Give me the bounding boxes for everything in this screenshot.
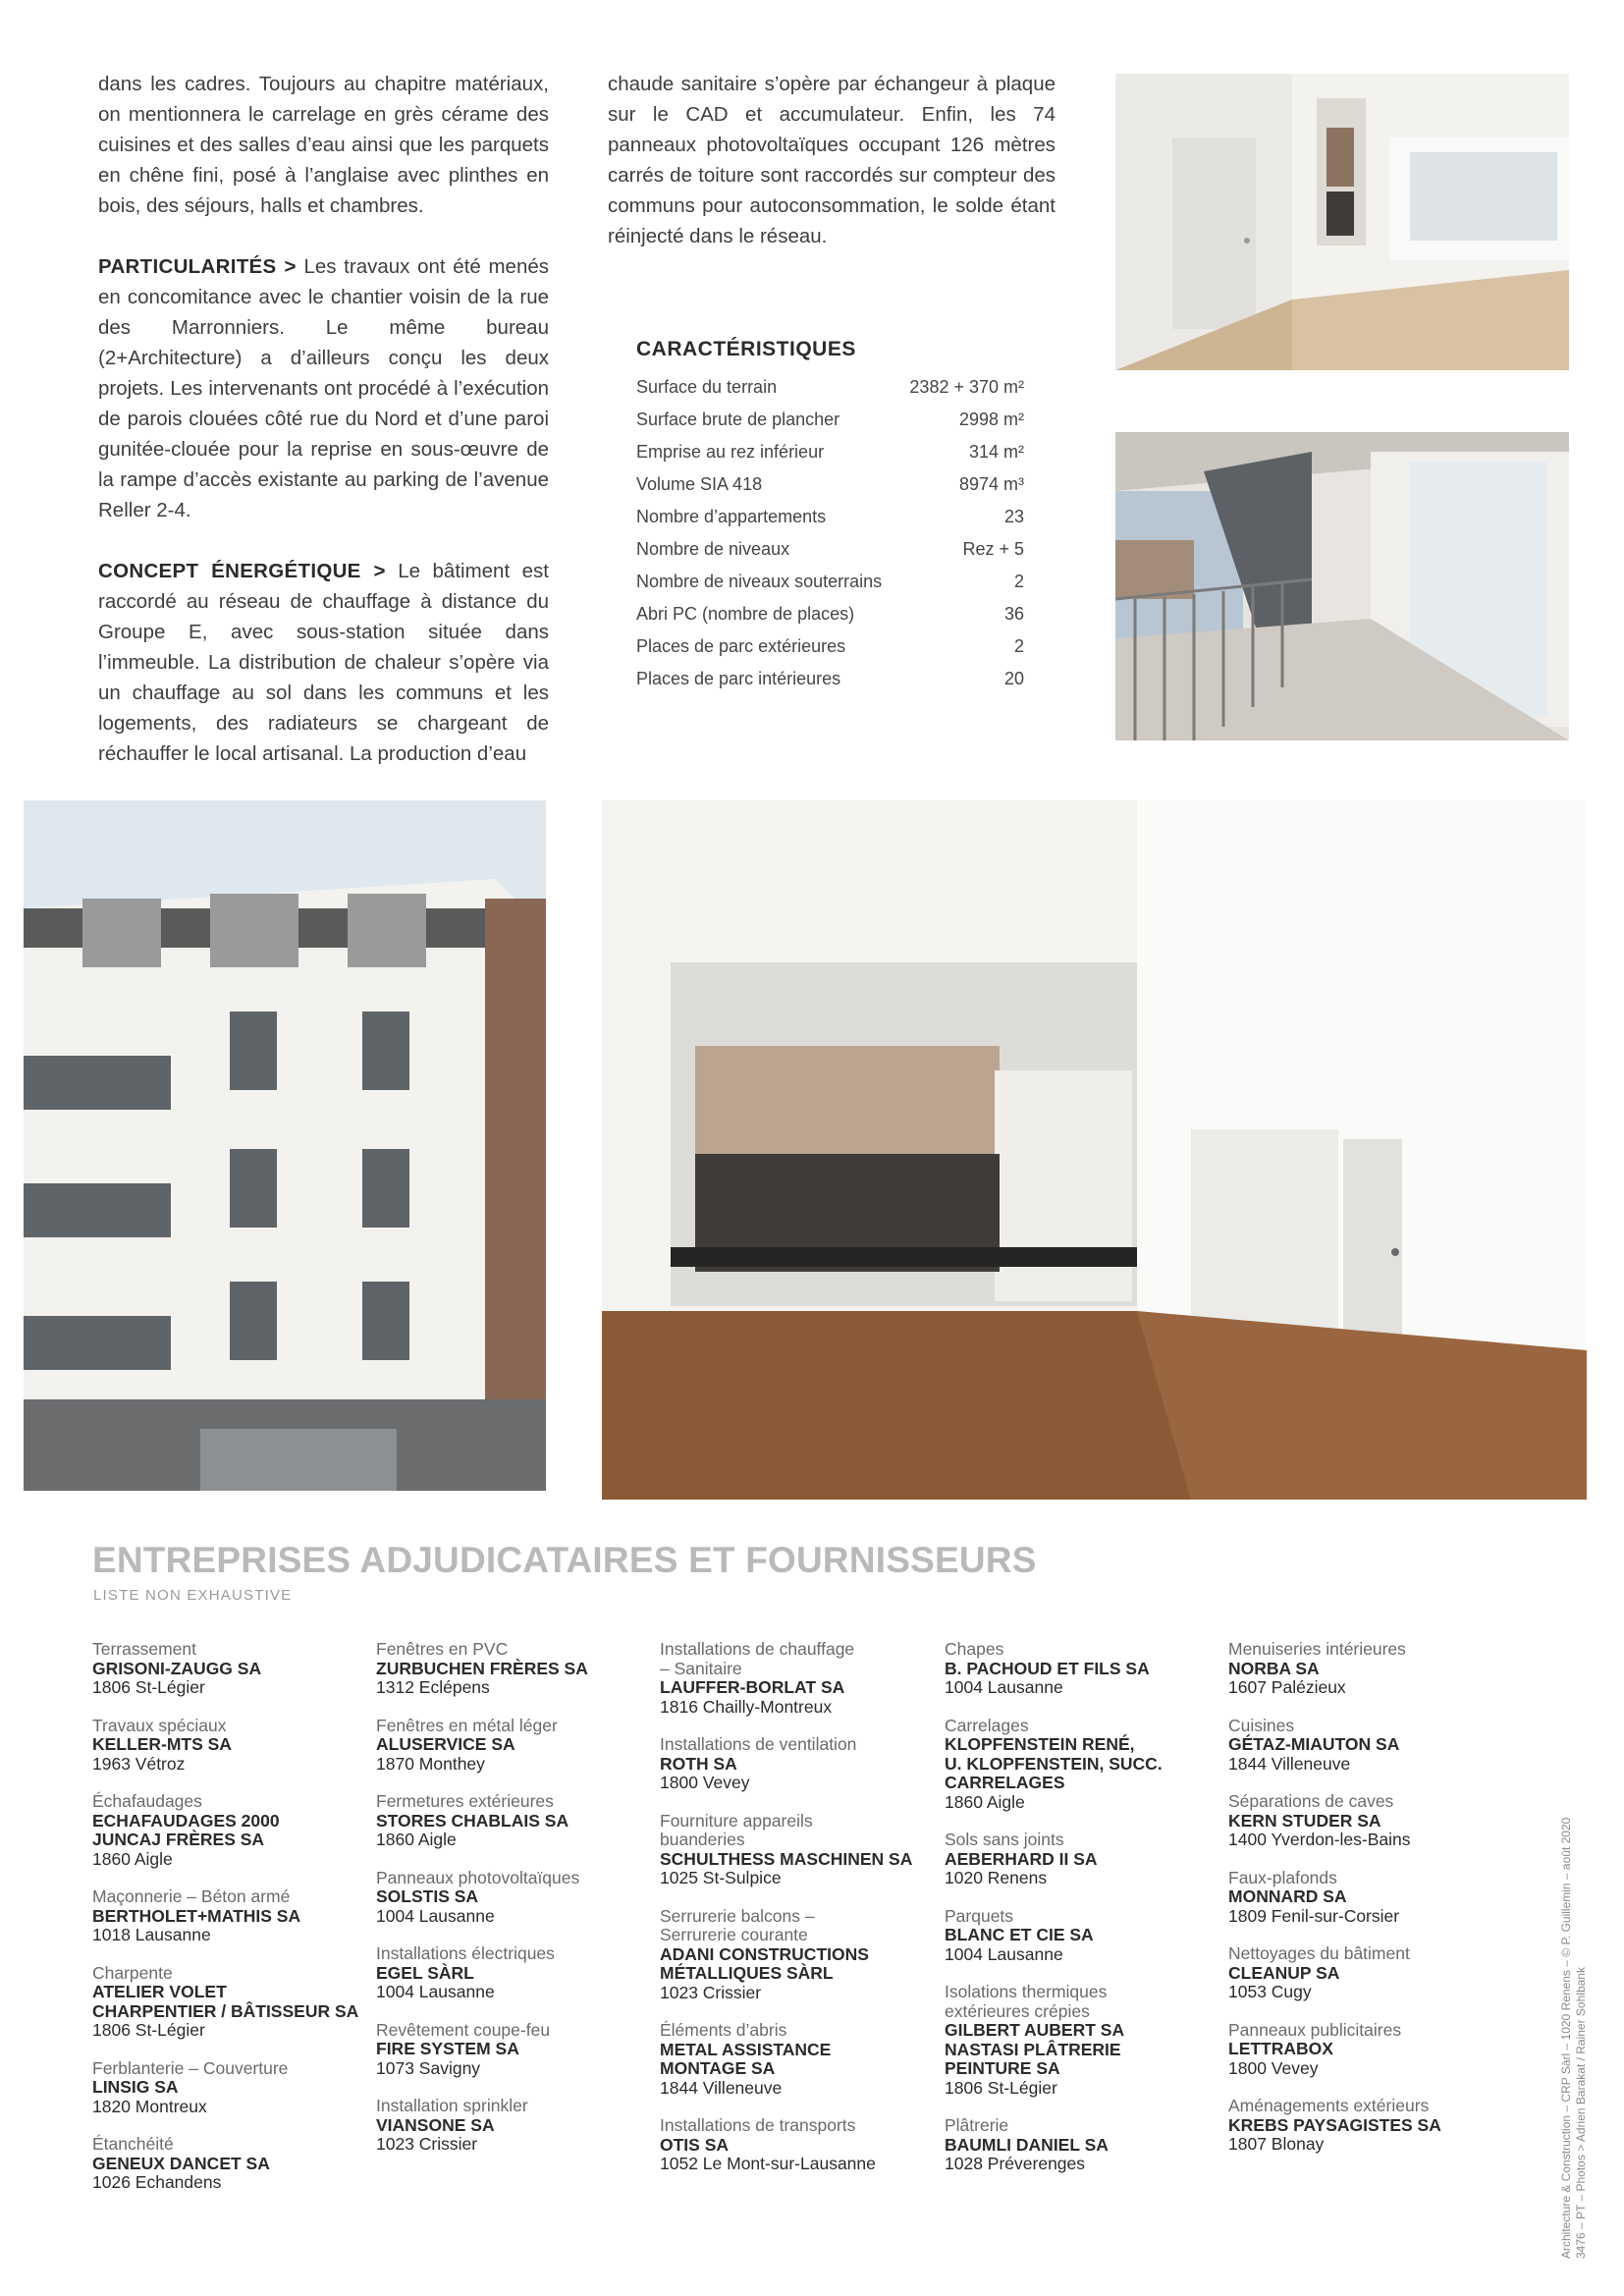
intro-paragraph-concept	[98, 556, 549, 769]
supplier-name: GÉTAZ-MIAUTON SA	[1228, 1734, 1400, 1754]
supplier-name: EGEL SÀRL	[376, 1962, 474, 1983]
supplier-city: 1004 Lausanne	[945, 1943, 1063, 1964]
supplier-trade: Revêtement coupe-feu	[376, 2019, 551, 2040]
supplier-name: KERN STUDER SA	[1228, 1810, 1381, 1831]
supplier-entry	[1228, 1944, 1508, 2002]
characteristics-row	[636, 501, 1024, 533]
characteristics-label: Places de parc extérieures	[636, 636, 846, 656]
characteristics-row	[636, 371, 1024, 404]
characteristics-value: 2	[1013, 572, 1024, 591]
characteristics-value: 20	[1003, 669, 1024, 688]
supplier-entry	[1228, 2021, 1508, 2079]
supplier-city: 1053 Cugy	[1228, 1982, 1312, 2001]
supplier-city: 1073 Savigny	[376, 2057, 481, 2078]
supplier-city: 1018 Lausanne	[92, 1925, 211, 1944]
supplier-trade: Installations électriques	[376, 1943, 555, 1963]
supplier-entry	[376, 2021, 656, 2079]
photo-balcony	[1115, 432, 1569, 740]
intro-column-2	[608, 69, 1056, 282]
supplier-city: 1860 Aigle	[92, 1848, 173, 1869]
supplier-name: NORBA SA	[1228, 1658, 1320, 1678]
particularites-label: PARTICULARITÉS >	[98, 255, 297, 278]
characteristics-row	[636, 404, 1024, 436]
supplier-trade: Installations de transports	[660, 2115, 856, 2135]
characteristics-label: Abri PC (nombre de places)	[636, 604, 855, 624]
suppliers-column-2	[376, 1640, 656, 2173]
supplier-entry	[92, 1717, 372, 1775]
supplier-city: 1023 Crissier	[376, 2134, 478, 2154]
supplier-trade: Chapes	[945, 1639, 1004, 1659]
photo-credit	[1559, 1818, 1589, 2259]
supplier-name: ZURBUCHEN FRÈRES SA	[376, 1658, 588, 1678]
supplier-city: 1806 St-Légier	[945, 2077, 1057, 2098]
supplier-city: 1800 Vevey	[660, 1773, 750, 1792]
supplier-trade: Panneaux publicitaires	[1228, 2019, 1402, 2040]
supplier-trade: Aménagements extérieurs	[1228, 2096, 1430, 2115]
supplier-entry	[660, 1735, 940, 1793]
supplier-city: 1400 Yverdon-les-Bains	[1228, 1830, 1411, 1849]
supplier-city: 1963 Vétroz	[92, 1753, 186, 1774]
supplier-entry	[660, 2116, 940, 2174]
characteristics-value: 2	[1013, 636, 1024, 656]
supplier-city: 1026 Echandens	[92, 2172, 222, 2192]
concept-label: CONCEPT ÉNERGÉTIQUE >	[98, 560, 386, 582]
supplier-name: GILBERT AUBERT SA NASTASI PLÂTRERIE PEINTURE SA	[945, 2020, 1125, 2078]
supplier-trade: Menuiseries intérieures	[1228, 1639, 1406, 1659]
characteristics-value: 8974 m³	[958, 474, 1024, 494]
characteristics-row	[636, 468, 1024, 501]
characteristics-title: CARACTÉRISTIQUES	[636, 338, 856, 360]
supplier-trade: Parquets	[945, 1905, 1014, 1926]
supplier-city: 1844 Villeneuve	[1228, 1753, 1351, 1774]
supplier-name: BAUMLI DANIEL SA	[945, 2134, 1109, 2155]
characteristics-table	[636, 338, 1024, 695]
intro-paragraph-hot-water: chaude sanitaire s’opère par échangeur à plaque sur le CAD et accumulateur. Enfin, les 74 panneaux photovoltaïques occupant 126 mètres carrés de toiture sont raccordés sur compteur des communs pour autoconsommation, le solde étant réinjecté dans le réseau.	[608, 73, 1056, 247]
supplier-city: 1860 Aigle	[945, 1791, 1025, 1812]
supplier-city: 1004 Lausanne	[945, 1677, 1063, 1697]
supplier-name: KELLER-MTS SA	[92, 1734, 232, 1754]
supplier-trade: Éléments d’abris	[660, 2020, 787, 2040]
supplier-name: STORES CHABLAIS SA	[376, 1810, 569, 1831]
supplier-city: 1025 St-Sulpice	[660, 1868, 782, 1887]
supplier-city: 1816 Chailly-Montreux	[660, 1696, 833, 1717]
supplier-trade: Serrurerie balcons – Serrurerie courante	[660, 1905, 815, 1944]
characteristics-row	[636, 630, 1024, 663]
supplier-trade: Fourniture appareils buanderies	[660, 1810, 813, 1849]
supplier-trade: Installation sprinkler	[376, 2096, 528, 2115]
photo-interior-living-room	[1115, 74, 1569, 370]
supplier-name: ATELIER VOLET CHARPENTIER / BÂTISSEUR SA	[92, 1982, 359, 2021]
characteristics-value: 2382 + 370 m²	[909, 377, 1024, 397]
supplier-entry	[660, 2021, 940, 2098]
suppliers-column-4	[945, 1640, 1224, 2193]
supplier-name: OTIS SA	[660, 2134, 730, 2155]
supplier-trade: Travaux spéciaux	[92, 1715, 227, 1735]
intro-paragraph-materials: dans les cadres. Toujours au chapitre matériaux, on mentionnera le carrelage en grès cérame des cuisines et des salles d’eau ainsi que les parquets en chêne fini, posé à l’anglaise avec plinthes en bois, des séjours, halls et chambres.	[98, 73, 549, 217]
characteristics-rows	[636, 371, 1024, 695]
characteristics-value: 2998 m²	[958, 410, 1024, 429]
characteristics-label: Volume SIA 418	[636, 474, 763, 494]
supplier-name: VIANSONE SA	[376, 2114, 495, 2135]
supplier-entry	[945, 1907, 1224, 1965]
supplier-city: 1860 Aigle	[376, 1830, 457, 1849]
supplier-trade: Cuisines	[1228, 1715, 1295, 1735]
supplier-name: GENEUX DANCET SA	[92, 2153, 270, 2173]
supplier-entry	[92, 1887, 372, 1945]
supplier-entry	[660, 1640, 940, 1717]
supplier-trade: Installations de chauffage – Sanitaire	[660, 1639, 855, 1678]
supplier-entry	[945, 1640, 1224, 1698]
supplier-name: KREBS PAYSAGISTES SA	[1228, 2114, 1441, 2135]
supplier-entry	[376, 1640, 656, 1698]
supplier-name: ECHAFAUDAGES 2000 JUNCAJ FRÈRES SA	[92, 1810, 280, 1849]
supplier-trade: Échafaudages	[92, 1791, 202, 1811]
supplier-trade: Nettoyages du bâtiment	[1228, 1943, 1410, 1963]
supplier-name: GRISONI-ZAUGG SA	[92, 1658, 262, 1678]
supplier-entry	[1228, 2097, 1508, 2155]
supplier-name: AEBERHARD II SA	[945, 1848, 1098, 1869]
supplier-city: 1844 Villeneuve	[660, 2077, 783, 2098]
supplier-city: 1820 Montreux	[92, 2096, 207, 2116]
supplier-trade: Fermetures extérieures	[376, 1791, 554, 1811]
supplier-trade: Séparations de caves	[1228, 1791, 1394, 1811]
supplier-name: MONNARD SA	[1228, 1886, 1347, 1906]
supplier-city: 1806 St-Légier	[92, 2020, 205, 2040]
concept-text: Le bâtiment est raccordé au réseau de chauffage à distance du Groupe E, avec sous-station située dans l’immeuble. La distribution de chaleur s’opère via un chauffage au sol dans les communs et les logements, des radiateurs se chargeant de réchauffer le local artisanal. La production d’eau	[98, 560, 549, 765]
credit-line-1: Architecture & Construction – CRP Sàrl – 1020 Renens – © P. Guillemin – août 2020	[1559, 1817, 1573, 2259]
supplier-entry	[1228, 1717, 1508, 1775]
supplier-trade: Terrassement	[92, 1639, 197, 1659]
supplier-entry	[92, 2135, 372, 2193]
supplier-trade: Carrelages	[945, 1715, 1029, 1735]
suppliers-column-1	[92, 1640, 372, 2212]
supplier-entry	[945, 2116, 1224, 2174]
characteristics-row	[636, 566, 1024, 598]
supplier-name: SCHULTHESS MASCHINEN SA	[660, 1848, 913, 1869]
supplier-name: FIRE SYSTEM SA	[376, 2039, 519, 2058]
suppliers-subtitle: LISTE NON EXHAUSTIVE	[93, 1587, 293, 1604]
supplier-entry	[660, 1907, 940, 2003]
supplier-entry	[92, 1964, 372, 2041]
supplier-name: KLOPFENSTEIN RENÉ, U. KLOPFENSTEIN, SUCC. CARRELAGES	[945, 1734, 1163, 1792]
supplier-entry	[376, 1717, 656, 1775]
supplier-city: 1004 Lausanne	[376, 1905, 495, 1926]
supplier-entry	[92, 1792, 372, 1869]
supplier-city: 1020 Renens	[945, 1868, 1048, 1887]
supplier-entry	[1228, 1640, 1508, 1698]
supplier-city: 1807 Blonay	[1228, 2134, 1325, 2154]
supplier-name: BERTHOLET+MATHIS SA	[92, 1905, 301, 1926]
characteristics-value: 314 m²	[968, 442, 1024, 462]
supplier-city: 1607 Palézieux	[1228, 1677, 1346, 1697]
supplier-trade: Isolations thermiques extérieures crépies	[945, 1982, 1108, 2021]
characteristics-label: Surface brute de plancher	[636, 410, 840, 429]
supplier-city: 1028 Préverenges	[945, 2154, 1086, 2173]
characteristics-label: Nombre de niveaux souterrains	[636, 572, 883, 591]
supplier-city: 1023 Crissier	[660, 1982, 762, 2002]
supplier-entry	[376, 1944, 656, 2002]
supplier-trade: Sols sans joints	[945, 1830, 1064, 1849]
characteristics-label: Nombre d’appartements	[636, 507, 827, 526]
photo-kitchen-living-room	[602, 800, 1587, 1500]
supplier-city: 1806 St-Légier	[92, 1677, 205, 1697]
intro-paragraph-particularites	[98, 251, 549, 525]
supplier-city: 1870 Monthey	[376, 1753, 485, 1774]
characteristics-value: Rez + 5	[962, 539, 1024, 559]
supplier-name: BLANC ET CIE SA	[945, 1925, 1094, 1944]
suppliers-title: ENTREPRISES ADJUDICATAIRES ET FOURNISSEURS	[92, 1540, 1037, 1580]
characteristics-row	[636, 663, 1024, 695]
supplier-name: ROTH SA	[660, 1753, 737, 1774]
supplier-trade: Ferblanterie – Couverture	[92, 2057, 289, 2078]
supplier-name: LAUFFER-BORLAT SA	[660, 1677, 845, 1697]
characteristics-row	[636, 533, 1024, 566]
suppliers-column-3	[660, 1640, 940, 2193]
supplier-entry	[660, 1812, 940, 1888]
characteristics-label: Nombre de niveaux	[636, 539, 790, 559]
supplier-trade: Panneaux photovoltaïques	[376, 1867, 580, 1887]
supplier-name: LETTRABOX	[1228, 2039, 1333, 2058]
supplier-trade: Fenêtres en métal léger	[376, 1715, 558, 1735]
supplier-trade: Étanchéité	[92, 2134, 174, 2154]
supplier-trade: Maçonnerie – Béton armé	[92, 1886, 291, 1906]
supplier-name: B. PACHOUD ET FILS SA	[945, 1658, 1150, 1678]
intro-column-1	[98, 69, 549, 799]
supplier-city: 1052 Le Mont-sur-Lausanne	[660, 2154, 876, 2173]
supplier-entry	[376, 1792, 656, 1850]
supplier-name: METAL ASSISTANCE MONTAGE SA	[660, 2039, 832, 2078]
supplier-entry	[376, 1869, 656, 1927]
supplier-entry	[92, 2059, 372, 2117]
suppliers-column-5	[1228, 1640, 1508, 2173]
characteristics-row	[636, 436, 1024, 468]
supplier-trade: Plâtrerie	[945, 2115, 1009, 2135]
supplier-city: 1004 Lausanne	[376, 1982, 495, 2001]
characteristics-value: 36	[1003, 604, 1024, 624]
supplier-entry	[945, 1717, 1224, 1813]
supplier-name: LINSIG SA	[92, 2077, 179, 2097]
supplier-trade: Installations de ventilation	[660, 1734, 857, 1754]
credit-line-2: 3476 – PT – Photos > Adrien Barakat / Rainer Sohlbank	[1574, 1967, 1588, 2259]
supplier-entry	[1228, 1869, 1508, 1927]
photo-building-facade	[24, 800, 546, 1491]
supplier-trade: Fenêtres en PVC	[376, 1639, 509, 1659]
supplier-name: CLEANUP SA	[1228, 1962, 1340, 1983]
supplier-name: ADANI CONSTRUCTIONS MÉTALLIQUES SÀRL	[660, 1943, 869, 1983]
supplier-entry	[945, 1831, 1224, 1888]
particularites-text: Les travaux ont été menés en concomitance avec le chantier voisin de la rue des Marronniers. Le même bureau (2+Architecture) a d’ailleurs conçu les deux projets. Les intervenants ont procédé à l’exécution de parois clouées côté rue du Nord et d’une paroi gunitée-clouée pour la reprise en sous-œuvre de la rampe d’accès existante au parking de l’avenue Reller 2-4.	[98, 255, 550, 521]
supplier-city: 1809 Fenil-sur-Corsier	[1228, 1905, 1400, 1926]
supplier-trade: Charpente	[92, 1962, 173, 1983]
supplier-name: ALUSERVICE SA	[376, 1734, 515, 1754]
supplier-entry	[1228, 1792, 1508, 1850]
supplier-city: 1800 Vevey	[1228, 2057, 1319, 2078]
supplier-entry	[945, 1983, 1224, 2098]
characteristics-label: Places de parc intérieures	[636, 669, 841, 688]
supplier-entry	[92, 1640, 372, 1698]
characteristics-value: 23	[1003, 507, 1024, 526]
characteristics-row	[636, 598, 1024, 630]
supplier-trade: Faux-plafonds	[1228, 1867, 1337, 1887]
supplier-entry	[376, 2097, 656, 2155]
supplier-name: SOLSTIS SA	[376, 1886, 479, 1906]
characteristics-label: Surface du terrain	[636, 377, 778, 397]
characteristics-label: Emprise au rez inférieur	[636, 442, 825, 462]
supplier-city: 1312 Eclépens	[376, 1677, 490, 1697]
